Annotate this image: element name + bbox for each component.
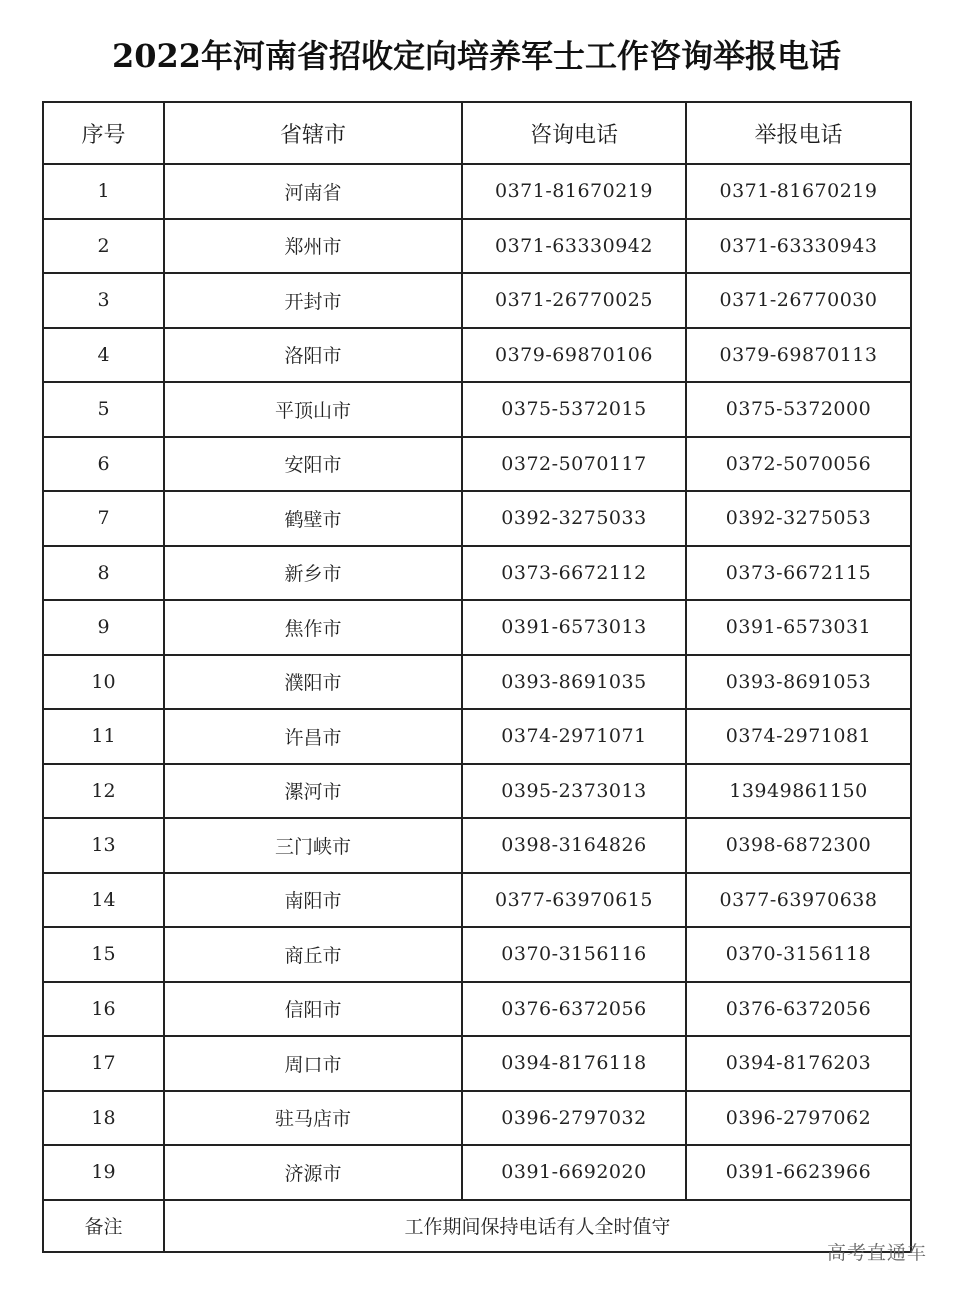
consult-phone-cell: 0379-69870106 — [462, 328, 686, 383]
table-row — [43, 1145, 911, 1200]
report-phone-cell: 0394-8176203 — [686, 1036, 911, 1091]
table-row — [43, 600, 911, 655]
city-cell: 三门峡市 — [164, 818, 462, 873]
remark-label: 备注 — [43, 1200, 164, 1252]
report-phone-cell: 0373-6672115 — [686, 546, 911, 601]
table-row — [43, 491, 911, 546]
consult-phone-cell: 0392-3275033 — [462, 491, 686, 546]
table-row — [43, 709, 911, 764]
report-phone-cell: 0371-81670219 — [686, 164, 911, 219]
report-phone-cell: 0372-5070056 — [686, 437, 911, 492]
table-body — [43, 164, 911, 1200]
table-row — [43, 164, 911, 219]
table-row — [43, 655, 911, 710]
table-row — [43, 982, 911, 1037]
serial-number-cell: 10 — [43, 655, 164, 710]
table-row — [43, 273, 911, 328]
header-serial-number: 序号 — [43, 102, 164, 164]
serial-number-cell: 13 — [43, 818, 164, 873]
consult-phone-cell: 0393-8691035 — [462, 655, 686, 710]
serial-number-cell: 6 — [43, 437, 164, 492]
serial-number-cell: 8 — [43, 546, 164, 601]
page-title: 2022年河南省招收定向培养军士工作咨询举报电话 — [111, 37, 842, 75]
table-row — [43, 437, 911, 492]
report-phone-cell: 0370-3156118 — [686, 927, 911, 982]
serial-number-cell: 17 — [43, 1036, 164, 1091]
consult-phone-cell: 0395-2373013 — [462, 764, 686, 819]
table-row — [43, 219, 911, 274]
table-row — [43, 1036, 911, 1091]
city-cell: 河南省 — [164, 164, 462, 219]
serial-number-cell: 11 — [43, 709, 164, 764]
header-city: 省辖市 — [164, 102, 462, 164]
consult-phone-cell: 0371-63330942 — [462, 219, 686, 274]
report-phone-cell: 0393-8691053 — [686, 655, 911, 710]
city-cell: 商丘市 — [164, 927, 462, 982]
city-cell: 南阳市 — [164, 873, 462, 928]
header-consult-phone: 咨询电话 — [462, 102, 686, 164]
report-phone-cell: 0377-63970638 — [686, 873, 911, 928]
consult-phone-cell: 0375-5372015 — [462, 382, 686, 437]
serial-number-cell: 16 — [43, 982, 164, 1037]
consult-phone-cell: 0398-3164826 — [462, 818, 686, 873]
city-cell: 驻马店市 — [164, 1091, 462, 1146]
report-phone-cell: 0376-6372056 — [686, 982, 911, 1037]
city-cell: 新乡市 — [164, 546, 462, 601]
report-phone-cell: 0396-2797062 — [686, 1091, 911, 1146]
city-cell: 安阳市 — [164, 437, 462, 492]
serial-number-cell: 19 — [43, 1145, 164, 1200]
city-cell: 洛阳市 — [164, 328, 462, 383]
consult-phone-cell: 0374-2971071 — [462, 709, 686, 764]
report-phone-cell: 0392-3275053 — [686, 491, 911, 546]
serial-number-cell: 2 — [43, 219, 164, 274]
serial-number-cell: 18 — [43, 1091, 164, 1146]
serial-number-cell: 15 — [43, 927, 164, 982]
consult-phone-cell: 0377-63970615 — [462, 873, 686, 928]
city-cell: 周口市 — [164, 1036, 462, 1091]
consult-phone-cell: 0394-8176118 — [462, 1036, 686, 1091]
consult-phone-cell: 0391-6573013 — [462, 600, 686, 655]
source-watermark: 高考直通车 — [826, 1242, 927, 1264]
serial-number-cell: 1 — [43, 164, 164, 219]
table-row — [43, 818, 911, 873]
report-phone-cell: 13949861150 — [686, 764, 911, 819]
city-cell: 平顶山市 — [164, 382, 462, 437]
table-row — [43, 382, 911, 437]
city-cell: 许昌市 — [164, 709, 462, 764]
report-phone-cell: 0371-63330943 — [686, 219, 911, 274]
city-cell: 焦作市 — [164, 600, 462, 655]
table-row — [43, 873, 911, 928]
serial-number-cell: 4 — [43, 328, 164, 383]
hotline-table — [42, 101, 912, 1253]
remark-text: 工作期间保持电话有人全时值守 — [164, 1200, 911, 1252]
report-phone-cell: 0391-6623966 — [686, 1145, 911, 1200]
consult-phone-cell: 0376-6372056 — [462, 982, 686, 1037]
report-phone-cell: 0374-2971081 — [686, 709, 911, 764]
city-cell: 漯河市 — [164, 764, 462, 819]
consult-phone-cell: 0391-6692020 — [462, 1145, 686, 1200]
table-row — [43, 328, 911, 383]
table-header-row — [43, 102, 911, 164]
consult-phone-cell: 0371-81670219 — [462, 164, 686, 219]
table-row — [43, 764, 911, 819]
table-row — [43, 927, 911, 982]
report-phone-cell: 0371-26770030 — [686, 273, 911, 328]
city-cell: 济源市 — [164, 1145, 462, 1200]
report-phone-cell: 0375-5372000 — [686, 382, 911, 437]
consult-phone-cell: 0396-2797032 — [462, 1091, 686, 1146]
header-report-phone: 举报电话 — [686, 102, 911, 164]
table-row — [43, 1091, 911, 1146]
remark-row — [43, 1200, 911, 1252]
serial-number-cell: 5 — [43, 382, 164, 437]
serial-number-cell: 7 — [43, 491, 164, 546]
city-cell: 信阳市 — [164, 982, 462, 1037]
city-cell: 鹤壁市 — [164, 491, 462, 546]
consult-phone-cell: 0370-3156116 — [462, 927, 686, 982]
consult-phone-cell: 0372-5070117 — [462, 437, 686, 492]
report-phone-cell: 0398-6872300 — [686, 818, 911, 873]
table-row — [43, 546, 911, 601]
city-cell: 濮阳市 — [164, 655, 462, 710]
serial-number-cell: 14 — [43, 873, 164, 928]
consult-phone-cell: 0371-26770025 — [462, 273, 686, 328]
report-phone-cell: 0391-6573031 — [686, 600, 911, 655]
serial-number-cell: 9 — [43, 600, 164, 655]
city-cell: 郑州市 — [164, 219, 462, 274]
consult-phone-cell: 0373-6672112 — [462, 546, 686, 601]
report-phone-cell: 0379-69870113 — [686, 328, 911, 383]
city-cell: 开封市 — [164, 273, 462, 328]
serial-number-cell: 12 — [43, 764, 164, 819]
serial-number-cell: 3 — [43, 273, 164, 328]
